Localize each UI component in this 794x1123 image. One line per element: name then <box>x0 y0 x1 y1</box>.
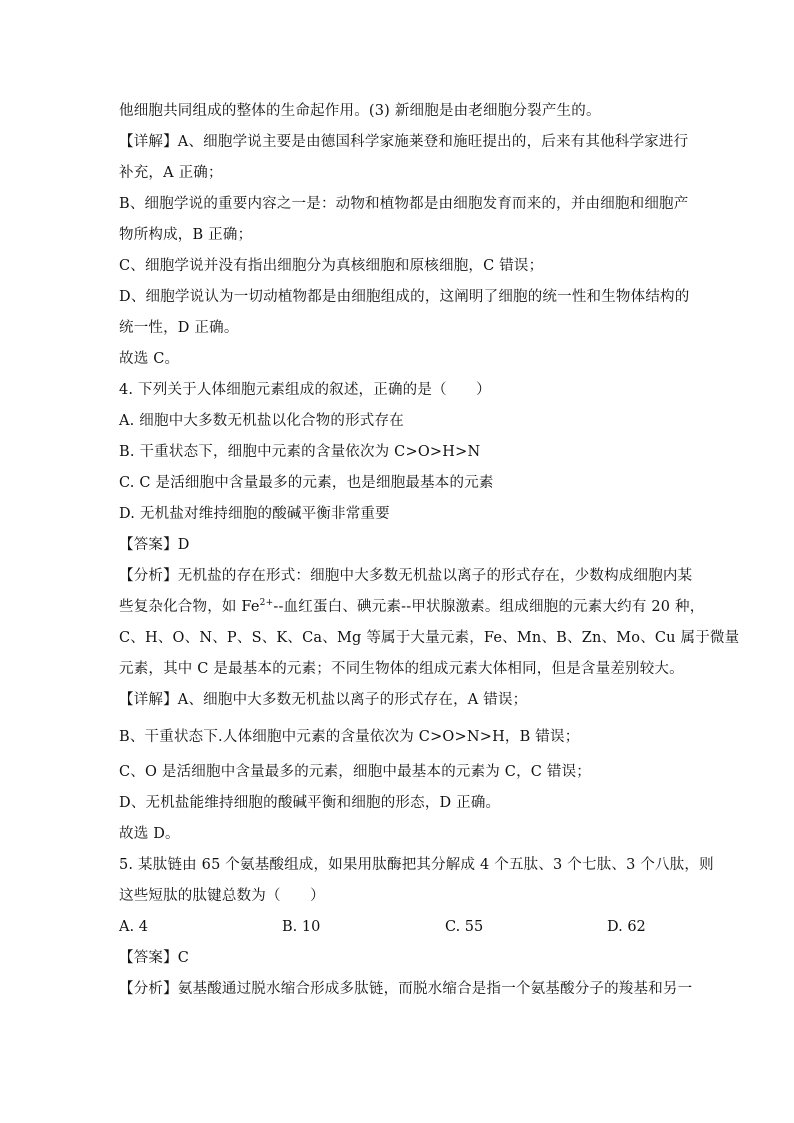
conclusion-line: 故选 D。 <box>119 826 180 842</box>
question-4-answer: 【答案】D <box>119 537 190 553</box>
question-5-option-a: A. 4 <box>119 919 148 935</box>
text-line-4: B、细胞学说的重要内容之一是：动物和植物都是由细胞发育而来的，并由细胞和细胞产 <box>119 196 689 212</box>
analysis-line-1: 【分析】无机盐的存在形式：细胞中大多数无机盐以离子的形式存在，少数构成细胞内某 <box>119 568 693 584</box>
question-5-option-c: C. 55 <box>445 919 484 935</box>
fe-superscript: 2+ <box>259 598 274 608</box>
fe-text-before: 些复杂化合物，如 Fe <box>119 599 260 615</box>
text-line-3: 补充，A 正确； <box>119 165 223 181</box>
analysis-line-4: 元素，其中 C 是最基本的元素；不同生物体的组成元素大体相同，但是含量差别较大。 <box>119 661 684 677</box>
analysis-line-3: C、H、O、N、P、S、K、Ca、Mg 等属于大量元素，Fe、Mn、B、Zn、Mo、Cu 属于微量 <box>119 630 740 646</box>
fe-text-after: --血红蛋白、碘元素--甲状腺激素。组成细胞的元素大约有 20 种， <box>273 599 705 615</box>
text-line-6: C、细胞学说并没有指出细胞分为真核细胞和原核细胞，C 错误； <box>119 258 544 274</box>
text-line-7: D、细胞学说认为一切动植物都是由细胞组成的，这阐明了细胞的统一性和生物体结构的 <box>119 289 690 305</box>
detail-line-d: D、无机盐能维持细胞的酸碱平衡和细胞的形态，D 正确。 <box>119 795 501 811</box>
analysis-line-2 <box>119 597 705 617</box>
question-4-option-b: B. 干重状态下，细胞中元素的含量依次为 C>O>H>N <box>119 444 481 460</box>
question-5-option-d: D. 62 <box>607 919 646 935</box>
question-4-stem: 4. 下列关于人体细胞元素组成的叙述，正确的是（ ） <box>119 382 491 398</box>
question-5-option-b: B. 10 <box>282 919 321 935</box>
text-line-8: 统一性，D 正确。 <box>119 320 239 336</box>
question-4-option-d: D. 无机盐对维持细胞的酸碱平衡非常重要 <box>119 506 390 522</box>
question-5-stem-2: 这些短肽的肽键总数为（ ） <box>119 888 325 904</box>
text-line-5: 物所构成，B 正确； <box>119 227 253 243</box>
text-line-1: 他细胞共同组成的整体的生命起作用。(3) 新细胞是由老细胞分裂产生的。 <box>119 103 601 119</box>
text-line-9: 故选 C。 <box>119 351 180 367</box>
question-4-option-a: A. 细胞中大多数无机盐以化合物的形式存在 <box>119 413 404 429</box>
detail-line-b: B、干重状态下.人体细胞中元素的含量依次为 C>O>N>H，B 错误； <box>119 729 580 745</box>
question-5-analysis: 【分析】氨基酸通过脱水缩合形成多肽链，而脱水缩合是指一个氨基酸分子的羧基和另一 <box>119 981 693 997</box>
question-4-option-c: C. C 是活细胞中含量最多的元素，也是细胞最基本的元素 <box>119 475 494 491</box>
question-5-options <box>119 917 679 937</box>
detail-line-a: 【详解】A、细胞中大多数无机盐以离子的形式存在，A 错误； <box>119 692 528 708</box>
text-line-2: 【详解】A、细胞学说主要是由德国科学家施莱登和施旺提出的，后来有其他科学家进行 <box>119 134 689 150</box>
detail-line-c: C、O 是活细胞中含量最多的元素，细胞中最基本的元素为 C，C 错误； <box>119 764 591 780</box>
question-5-answer: 【答案】C <box>119 950 190 966</box>
question-5-stem-1: 5. 某肽链由 65 个氨基酸组成，如果用肽酶把其分解成 4 个五肽、3 个七肽、3 个八肽，则 <box>119 857 714 873</box>
